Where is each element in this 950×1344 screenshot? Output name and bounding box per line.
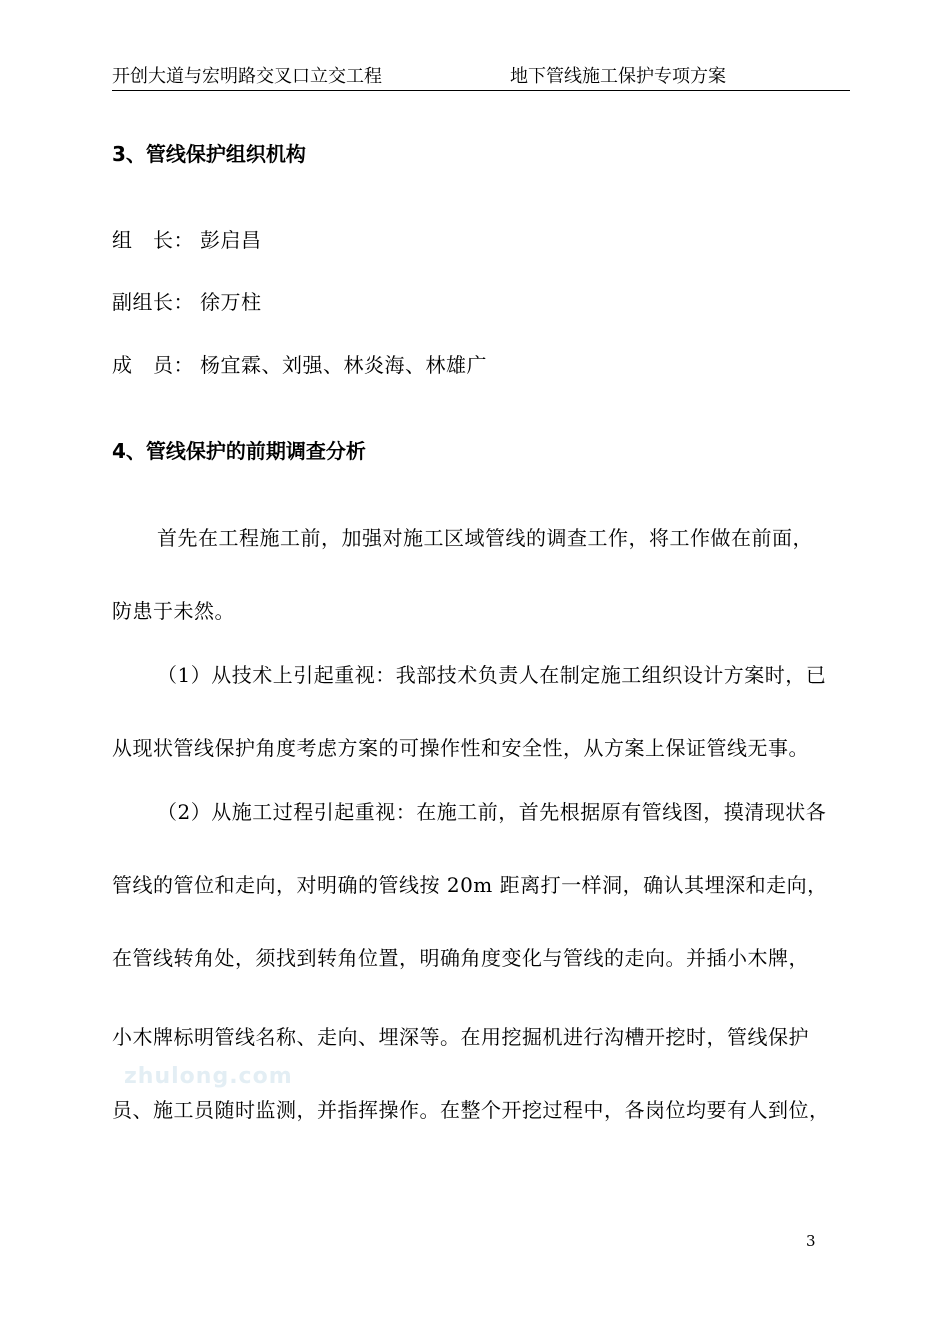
member-value: 杨宜霖、刘强、林炎海、林雄广: [200, 353, 487, 377]
paragraph-line: （2）从施工过程引起重视：在施工前，首先根据原有管线图，摸清现状各: [157, 800, 827, 824]
member-row-deputy: [112, 289, 852, 315]
member-row-members: [112, 352, 852, 378]
paragraph-line: 管线的管位和走向，对明确的管线按 20m 距离打一样洞，确认其埋深和走向，: [112, 873, 828, 897]
section-4-heading: 4、管线保护的前期调查分析: [112, 439, 366, 463]
paragraph-line: 员、施工员随时监测，并指挥操作。在整个开挖过程中，各岗位均要有人到位，: [112, 1098, 830, 1122]
paragraph-line: 在管线转角处，须找到转角位置，明确角度变化与管线的走向。并插小木牌，: [112, 946, 809, 970]
member-value: 彭启昌: [200, 228, 262, 252]
member-label: 组 长：: [112, 228, 194, 252]
section-3-heading: 3、管线保护组织机构: [112, 142, 306, 166]
header-document-title: 地下管线施工保护专项方案: [510, 66, 726, 87]
member-row-leader: [112, 227, 852, 253]
page-header: [112, 66, 850, 91]
paragraph-line: 从现状管线保护角度考虑方案的可操作性和安全性，从方案上保证管线无事。: [112, 736, 809, 760]
page-number: 3: [806, 1232, 816, 1250]
paragraph-line: 小木牌标明管线名称、走向、埋深等。在用挖掘机进行沟槽开挖时，管线保护: [112, 1025, 809, 1049]
member-label: 副组长：: [112, 290, 194, 314]
member-value: 徐万柱: [200, 290, 262, 314]
member-label: 成 员：: [112, 353, 194, 377]
header-project-title: 开创大道与宏明路交叉口立交工程: [112, 66, 382, 87]
watermark: zhulong.com: [124, 1064, 293, 1089]
paragraph-line: 防患于未然。: [112, 599, 235, 623]
paragraph-line: 首先在工程施工前，加强对施工区域管线的调查工作，将工作做在前面，: [157, 526, 813, 550]
paragraph-line: （1）从技术上引起重视：我部技术负责人在制定施工组织设计方案时，已: [157, 663, 827, 687]
